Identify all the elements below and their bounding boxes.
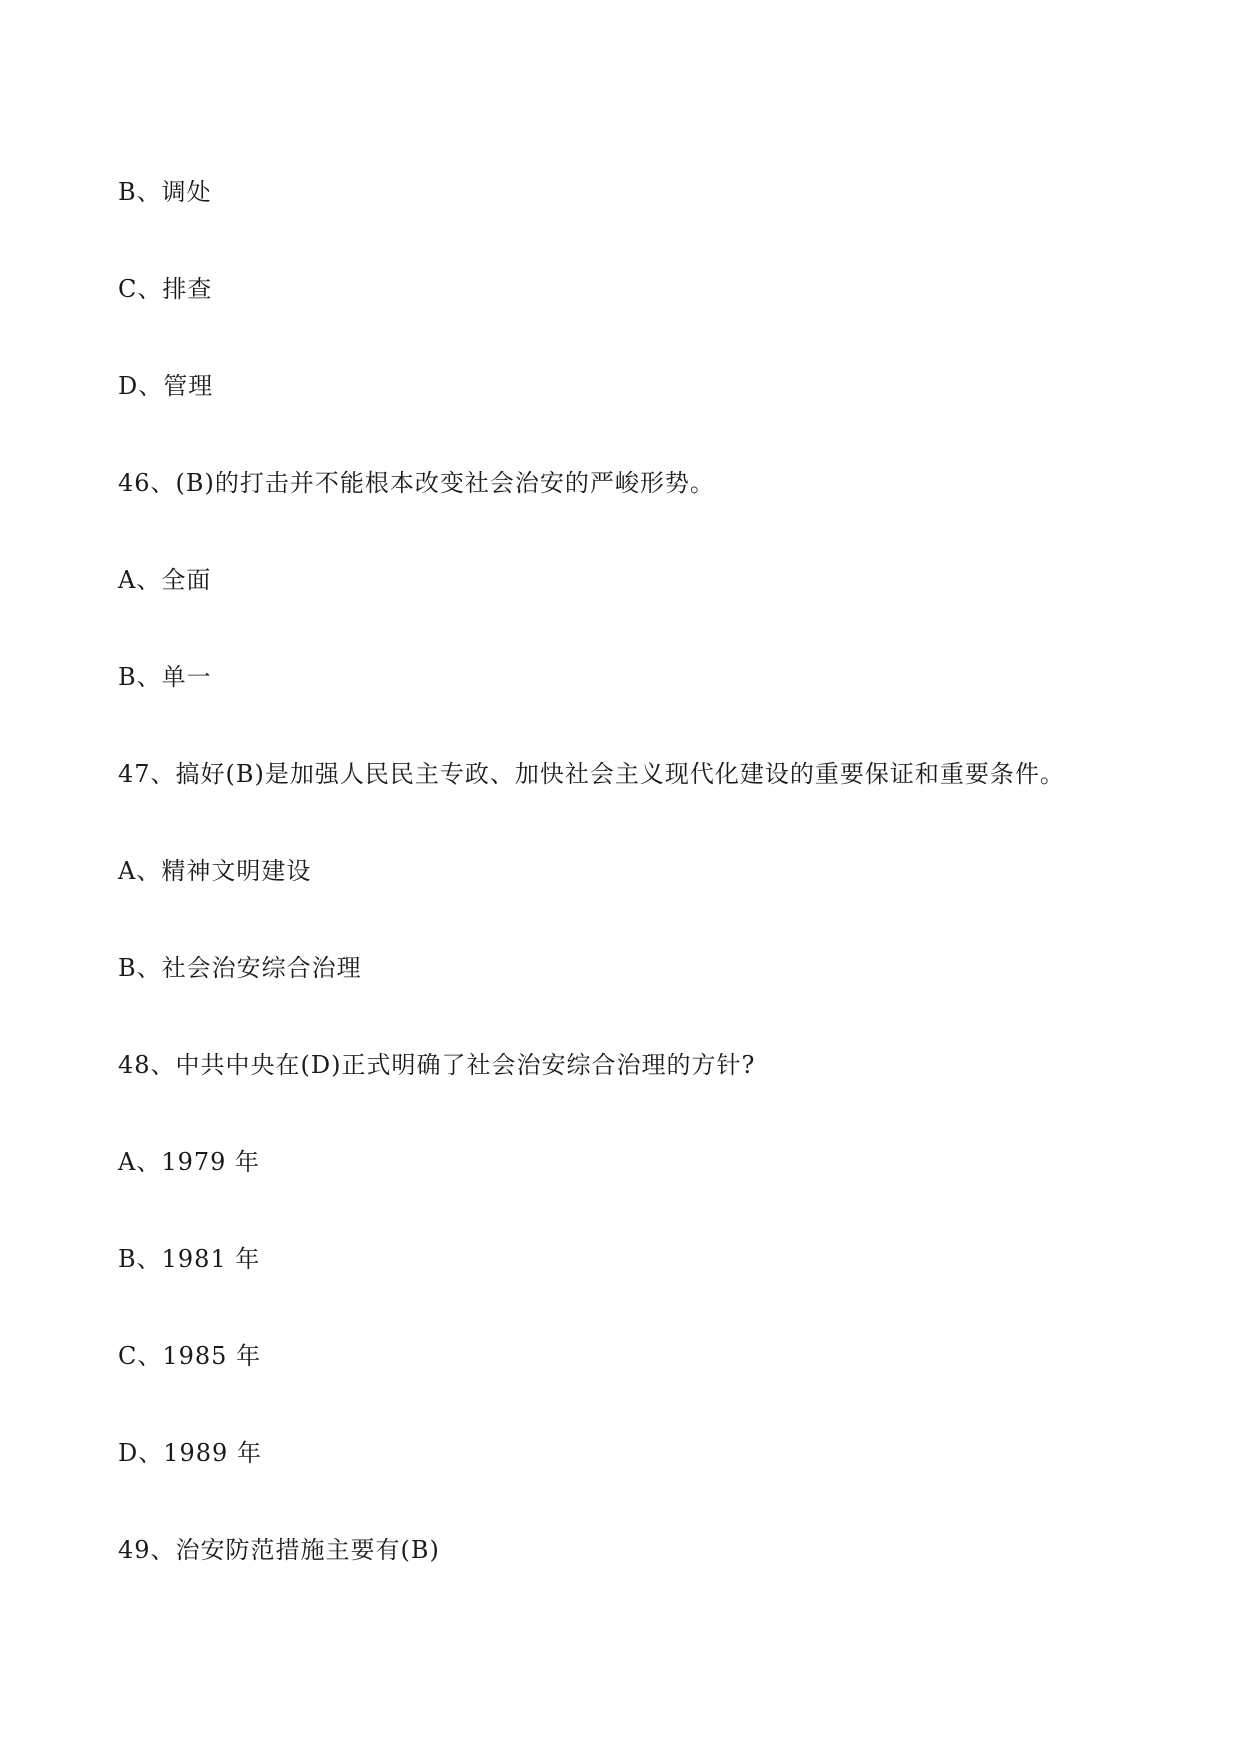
option-b-danyi: B、单一 xyxy=(118,663,212,691)
option-d-guanli: D、管理 xyxy=(118,372,214,400)
question-47: 47、搞好(B)是加强人民民主专政、加快社会主义现代化建设的重要保证和重要条件。 xyxy=(118,760,1065,788)
option-a-jingshen: A、精神文明建设 xyxy=(118,857,312,885)
option-c-1985: C、1985 年 xyxy=(118,1342,262,1370)
question-48: 48、中共中央在(D)正式明确了社会治安综合治理的方针? xyxy=(118,1051,756,1079)
option-a-quanmian: A、全面 xyxy=(118,566,212,594)
option-b-zonghe: B、社会治安综合治理 xyxy=(118,954,362,982)
option-d-1989: D、1989 年 xyxy=(118,1439,262,1467)
option-b-tiaochu: B、调处 xyxy=(118,178,212,206)
option-c-paicha: C、排查 xyxy=(118,275,213,303)
question-46: 46、(B)的打击并不能根本改变社会治安的严峻形势。 xyxy=(118,469,715,497)
question-49: 49、治安防范措施主要有(B) xyxy=(118,1536,440,1564)
option-b-1981: B、1981 年 xyxy=(118,1245,261,1273)
option-a-1979: A、1979 年 xyxy=(118,1148,261,1176)
